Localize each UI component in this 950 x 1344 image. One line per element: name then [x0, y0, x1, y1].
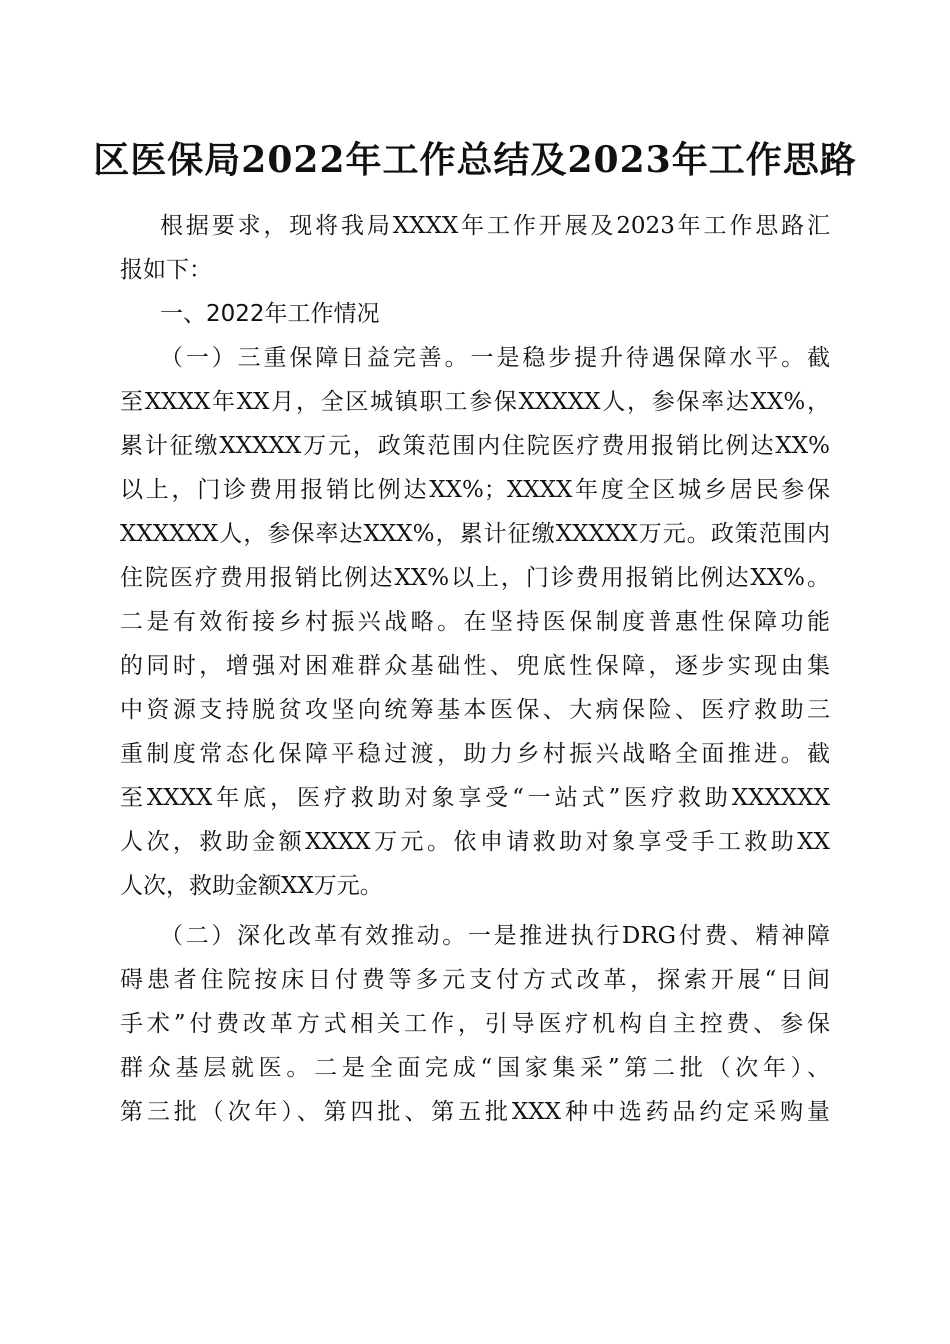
paragraph-line: 人次，救助金额XX万元。 [120, 873, 383, 899]
paragraph-line: 第三批（次年）、第四批、第五批XXX种中选药品约定采购量 [120, 1099, 830, 1125]
paragraph-line: 以上，门诊费用报销比例达XX%；XXXX年度全区城乡居民参保 [120, 477, 830, 503]
document-title: 区医保局2022年工作总结及2023年工作思路 [93, 139, 857, 181]
paragraph-line: 碍患者住院按床日付费等多元支付方式改革，探索开展“日间 [120, 967, 830, 993]
paragraph-line: 根据要求，现将我局XXXX年工作开展及2023年工作思路汇 [160, 213, 830, 239]
section-heading: 一、2022年工作情况 [160, 301, 380, 327]
paragraph-line: XXXXXX人，参保率达XXX%，累计征缴XXXXX万元。政策范围内 [120, 521, 830, 547]
paragraph-line: （二）深化改革有效推动。一是推进执行DRG付费、精神障 [160, 923, 830, 949]
paragraph-line: 手术”付费改革方式相关工作，引导医疗机构自主控费、参保 [120, 1011, 830, 1037]
paragraph-line: 中资源支持脱贫攻坚向统筹基本医保、大病保险、医疗救助三 [120, 697, 830, 723]
paragraph-line: 群众基层就医。二是全面完成“国家集采”第二批（次年）、 [120, 1055, 830, 1081]
paragraph-line: 重制度常态化保障平稳过渡，助力乡村振兴战略全面推进。截 [120, 741, 830, 767]
paragraph-line: 至XXXX年XX月，全区城镇职工参保XXXXX人，参保率达XX%， [120, 389, 830, 415]
paragraph-line: （一）三重保障日益完善。一是稳步提升待遇保障水平。截 [160, 345, 830, 371]
paragraph-line: 人次，救助金额XXXX万元。依申请救助对象享受手工救助XX [120, 829, 830, 855]
paragraph-line: 至XXXX年底，医疗救助对象享受“一站式”医疗救助XXXXXX [120, 785, 830, 811]
paragraph-line: 的同时，增强对困难群众基础性、兜底性保障，逐步实现由集 [120, 653, 830, 679]
paragraph-line: 累计征缴XXXXX万元，政策范围内住院医疗费用报销比例达XX% [120, 433, 830, 459]
paragraph-line: 报如下： [120, 257, 212, 283]
document-body [120, 204, 830, 1134]
paragraph-line: 住院医疗费用报销比例达XX%以上，门诊费用报销比例达XX%。 [120, 565, 830, 591]
paragraph-line: 二是有效衔接乡村振兴战略。在坚持医保制度普惠性保障功能 [120, 609, 830, 635]
